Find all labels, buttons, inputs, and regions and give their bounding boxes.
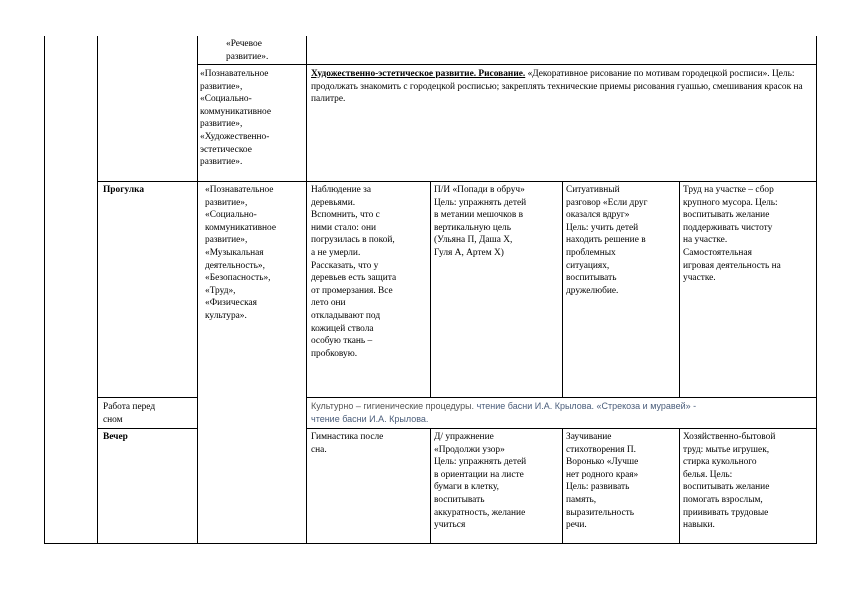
evening-exercise-cell: Д/ упражнение «Продолжи узор» Цель: упражнять детей в ориентации на листе бумаги в клетку, воспитывать аккуратность, желание учиться (434, 432, 527, 531)
evening-gymnastics-cell: Гимнастика после сна. (311, 432, 384, 455)
before-sleep-label: Работа перед сном (103, 402, 156, 425)
evening-labor-cell: Хозяйственно-бытовой труд: мытье игрушек, стирка кукольного белья. Цель: воспитывать желание помогать взрослым, приививать трудовые навыки. (683, 432, 776, 531)
grid-line (679, 181, 680, 397)
hygiene-text: Культурно – гигиенические процедуры. (311, 401, 477, 411)
activity-heading: Художественно-эстетическое развитие. Рисование. (311, 69, 526, 79)
grid-line (430, 181, 431, 397)
evening-label: Вечер (103, 432, 128, 442)
activity-description (311, 68, 811, 106)
grid-line (306, 36, 307, 544)
walk-label: Прогулка (103, 185, 145, 195)
speech-education-cell: «Речевое развитие». (226, 39, 269, 62)
activity-body: «Декоративное рисование по мотивам городецкой росписи». Цель: продолжать знакомить с городецкой росписью; закреплять технические приемы рисования гуашью, смешивания красок на палитре. (311, 69, 803, 105)
grid-line (44, 543, 817, 544)
fable-reading-text: чтение басни И.А. Крылова. «Стрекоза и муравей» - (476, 401, 697, 411)
evening-poem-cell: Заучивание стихотворения П. Воронько «Лучше нет родного края» Цель: развивать память, выразительность речи. (566, 432, 639, 531)
grid-line (306, 397, 817, 398)
walk-game-cell: П/И «Попади в обруч» Цель: упражнять детей в метании мешочков в вертикальную цель (Ульяна П, Даша Х, Гуля А, Артем Х) (434, 185, 527, 258)
grid-line (562, 428, 563, 544)
walk-education-cell: «Познавательное развитие», «Социально- коммуникативное развитие», «Музыкальная деятельность», «Безопасность», «Труд», «Физическая культура». (205, 185, 277, 321)
grid-line (44, 36, 45, 544)
grid-line (306, 428, 817, 429)
grid-line (430, 428, 431, 544)
grid-line (97, 397, 197, 398)
grid-line (197, 64, 817, 65)
grid-line (97, 181, 817, 182)
walk-labor-cell: Труд на участке – сбор крупного мусора. Цель: воспитывать желание поддерживать чистоту на участке. Самостоятельная игровая деятельность на участке. (683, 185, 781, 284)
grid-line (97, 36, 98, 544)
grid-line (197, 36, 198, 544)
grid-line (562, 181, 563, 397)
grid-line (679, 428, 680, 544)
grid-line (816, 36, 817, 544)
grid-line (97, 428, 197, 429)
fable-reading-text-2: чтение басни И.А. Крылова. (311, 414, 429, 424)
before-sleep-text (311, 400, 815, 426)
activity-education-cell: «Познавательное развитие», «Социально- коммуникативное развитие», «Художественно- эстетическое развитие». (200, 69, 272, 168)
walk-conversation-cell: Ситуативный разговор «Если друг оказался вдруг» Цель: учить детей находить решение в проблемных ситуациях, воспитывать дружелюбие. (566, 185, 648, 296)
walk-observation-cell: Наблюдение за деревьями. Вспомнить, что с ними стало: они погрузилась в покой, а не умерли. Рассказать, что у деревьев есть защита от промерзания. Все лето они откладывают под кожицей ствола особую ткань – пробковую. (311, 185, 397, 359)
